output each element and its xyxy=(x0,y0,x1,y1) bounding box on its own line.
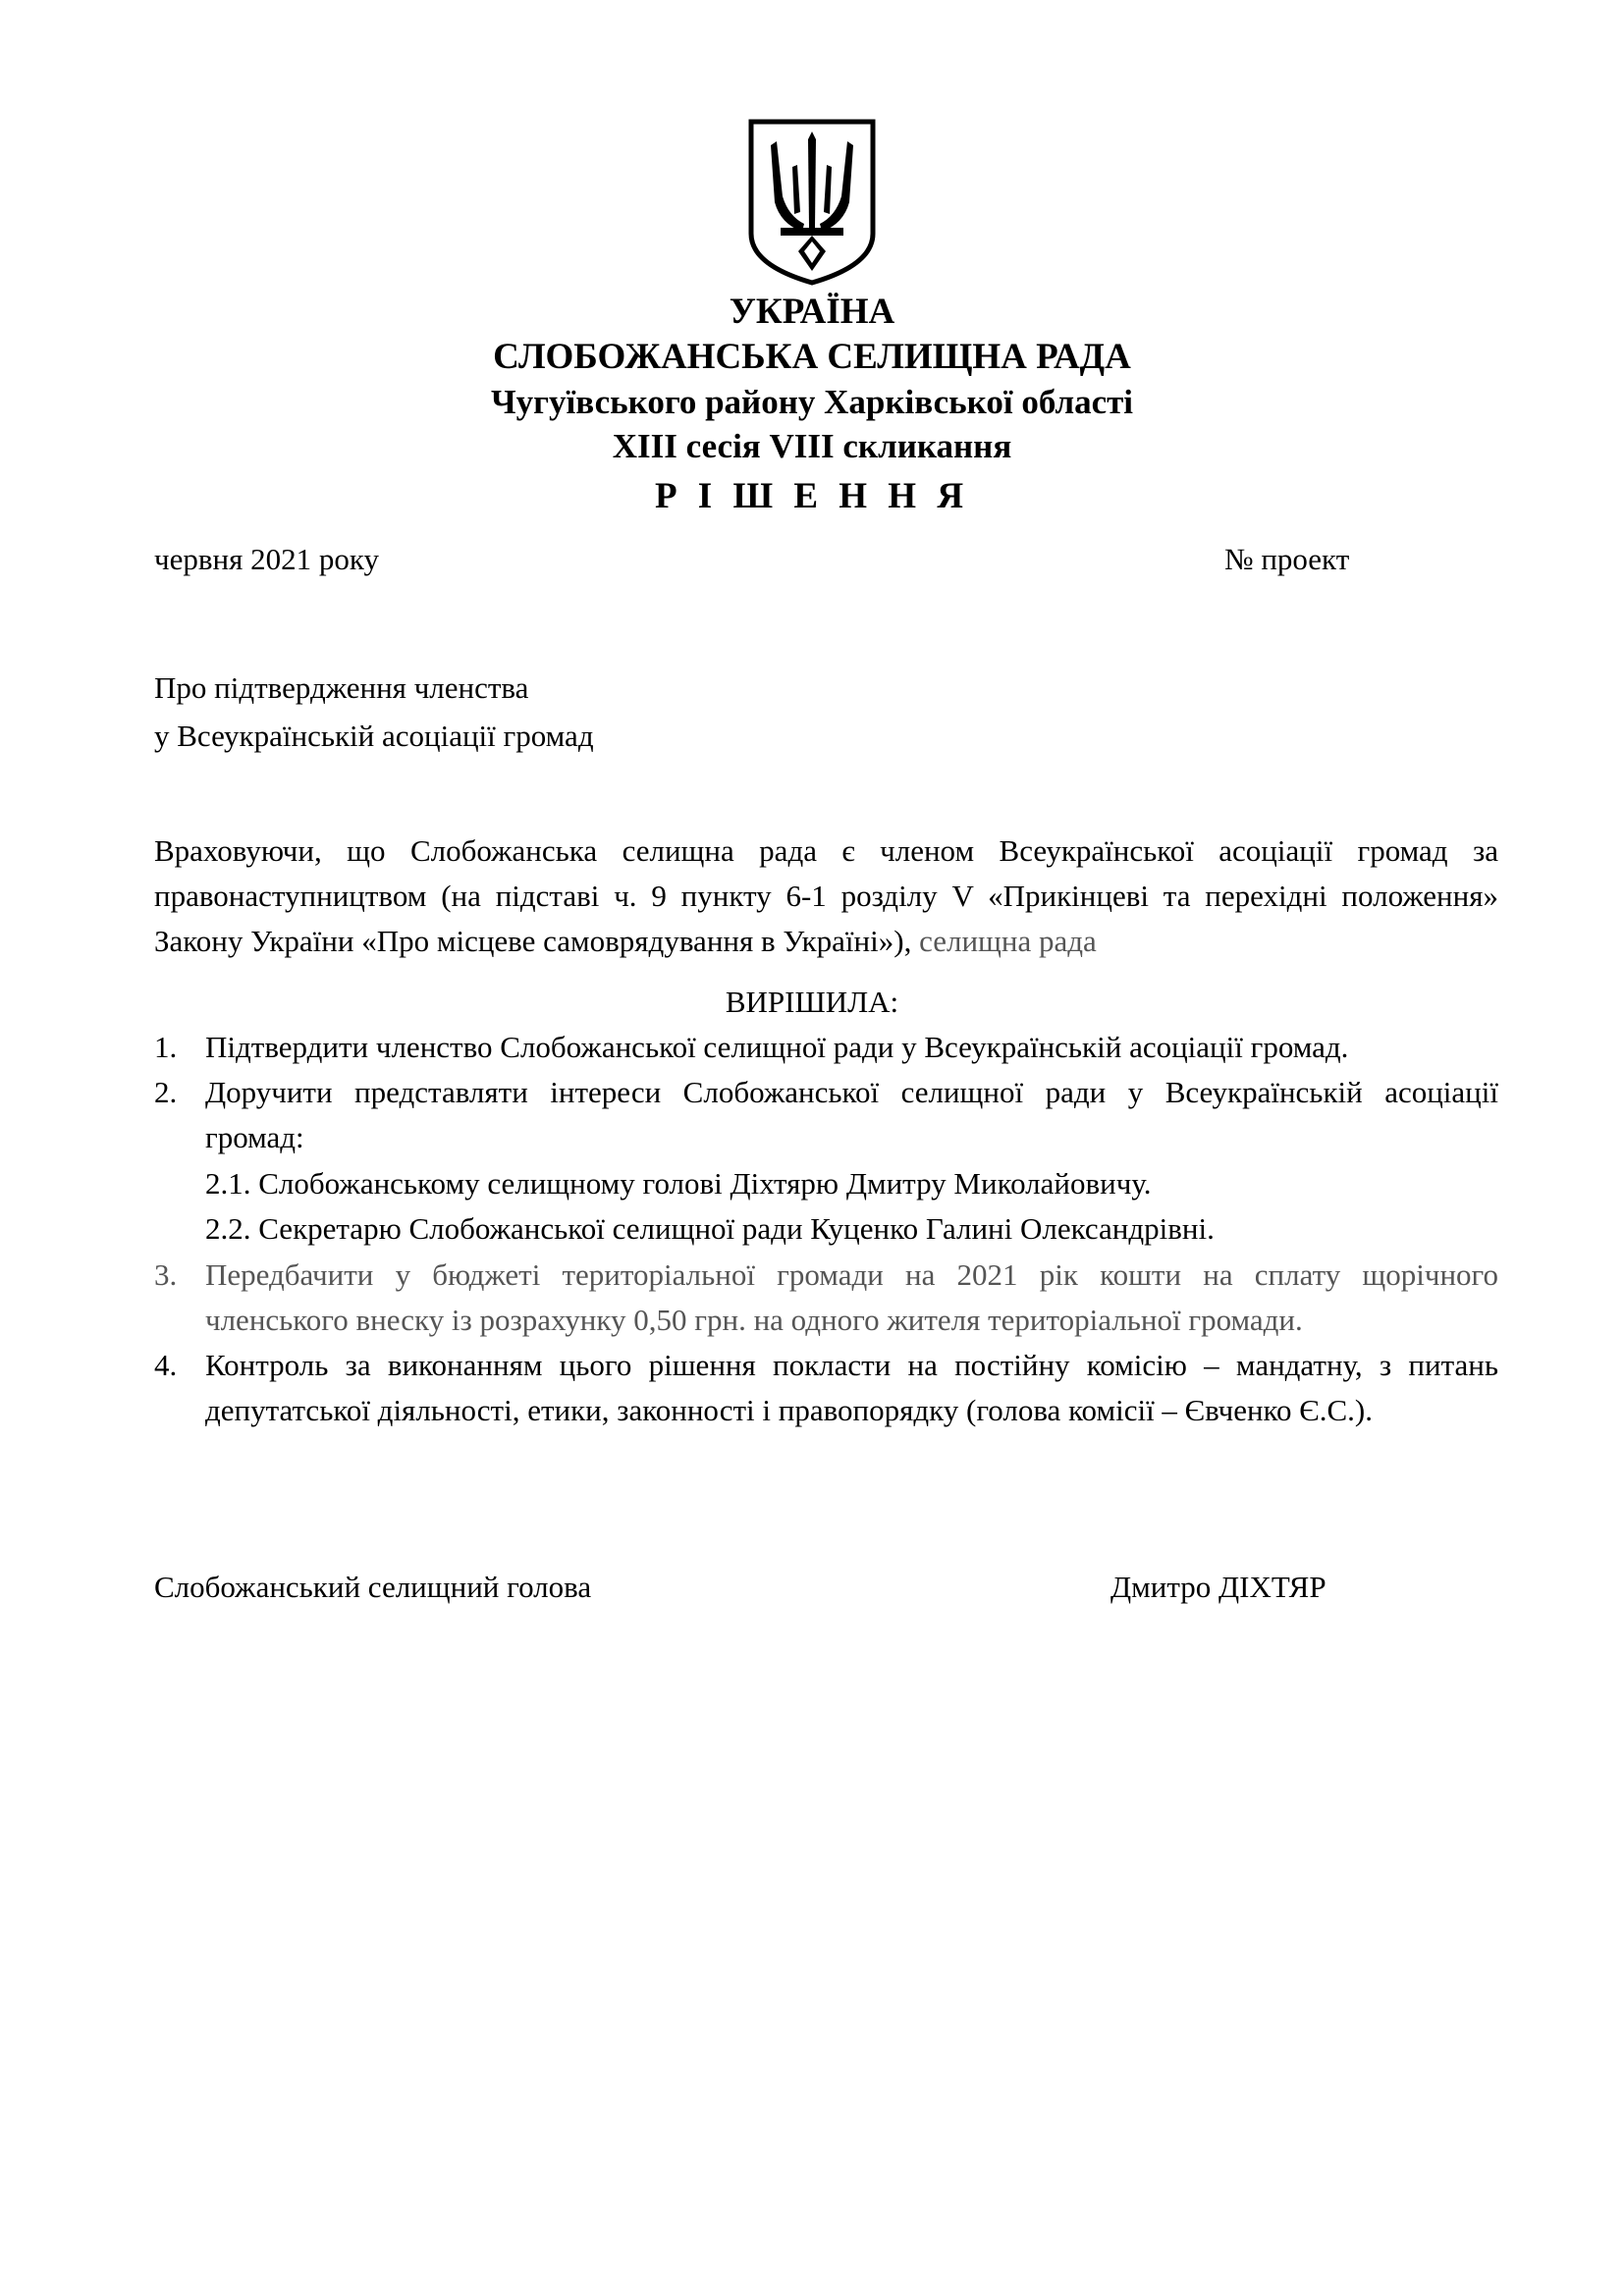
coat-of-arms-of-ukraine-icon xyxy=(745,118,879,287)
council-heading: СЛОБОЖАНСЬКА СЕЛИЩНА РАДА xyxy=(493,337,1131,377)
list-item-number: 1. xyxy=(154,1030,178,1064)
preamble-line-3-grey: селищна рада xyxy=(911,924,1097,958)
signature-name: Дмитро ДІХТЯР xyxy=(1110,1570,1326,1604)
subject-line-2: у Всеукраїнській асоціації громад xyxy=(154,719,594,753)
session-heading: XIII сесія VIII скликання xyxy=(612,427,1012,465)
list-item-number: 2. xyxy=(154,1075,178,1109)
preamble-line-1: Враховуючи, що Слобожанська селищна рада є членом Всеукраїнської асоціації громад за xyxy=(154,833,1498,868)
sub-item-2-2: 2.2. Секретарю Слобожанської селищної ради Куценко Галині Олександрівні. xyxy=(205,1211,1215,1246)
preamble-line-2: правонаступництвом (на підставі ч. 9 пункту 6-1 розділу V «Прикінцеві та перехідні положення» xyxy=(154,879,1498,913)
list-item-text: Доручити представляти інтереси Слобожанської селищної ради у Всеукраїнській асоціації xyxy=(205,1075,1498,1109)
list-item-text: Передбачити у бюджеті територіальної громади на 2021 рік кошти на сплату щорічного xyxy=(205,1257,1498,1292)
document-date: червня 2021 року xyxy=(154,542,379,576)
preamble-line-3 xyxy=(154,919,1498,964)
document-type-heading: Р І Ш Е Н Н Я xyxy=(654,476,970,516)
resolved-heading: ВИРІШИЛА: xyxy=(725,985,899,1019)
district-heading: Чугуївського району Харківської області xyxy=(490,383,1134,421)
list-item-text: Контроль за виконанням цього рішення покласти на постійну комісію – мандатну, з питань xyxy=(205,1348,1498,1382)
list-item-number: 4. xyxy=(154,1348,178,1382)
document-number: № проект xyxy=(1224,542,1350,576)
list-item-text: членського внеску із розрахунку 0,50 грн. на одного жителя територіальної громади. xyxy=(205,1303,1303,1337)
subject-line-1: Про підтвердження членства xyxy=(154,670,529,705)
signature-position: Слобожанський селищний голова xyxy=(154,1570,592,1604)
sub-item-2-1: 2.1. Слобожанському селищному голові Діхтярю Дмитру Миколайовичу. xyxy=(205,1166,1152,1201)
list-item-text: депутатської діяльності, етики, законності і правопорядку (голова комісії – Євченко Є.С.). xyxy=(205,1393,1373,1427)
preamble-line-3-main: Закону України «Про місцеве самоврядування в Україні»), xyxy=(154,924,912,958)
list-item-text: громад: xyxy=(205,1120,304,1154)
country-heading: УКРАЇНА xyxy=(729,292,895,332)
list-item-number: 3. xyxy=(154,1257,178,1292)
list-item-text: Підтвердити членство Слобожанської селищної ради у Всеукраїнській асоціації громад. xyxy=(205,1030,1349,1064)
